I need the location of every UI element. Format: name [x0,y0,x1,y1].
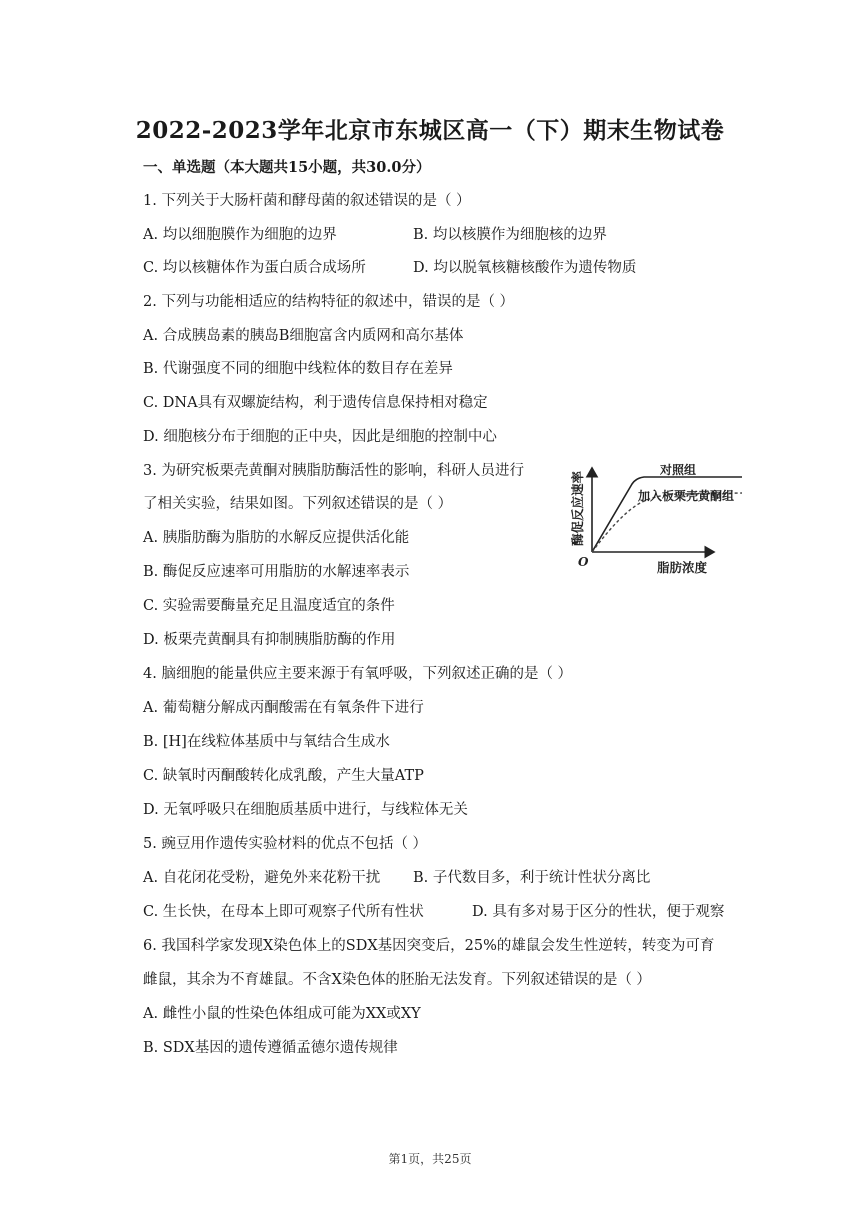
enzyme-rate-figure [562,462,762,578]
question-2-option-a: A. 合成胰岛素的胰岛B细胞富含内质网和高尔基体 [143,328,464,344]
question-2-option-d: D. 细胞核分布于细胞的正中央，因此是细胞的控制中心 [143,429,497,445]
question-1-option-d: D. 均以脱氧核糖核酸作为遗传物质 [413,260,637,276]
question-5-option-b: B. 子代数目多，利于统计性状分离比 [413,870,651,886]
question-2-option-c: C. DNA具有双螺旋结构，利于遗传信息保持相对稳定 [143,395,488,411]
section-heading: 一、单选题（本大题共15小题，共30.0分） [143,159,431,176]
x-axis-label: 脂肪浓度 [657,560,708,575]
treated-series-label: 加入板栗壳黄酮组 [638,489,735,503]
control-series-label: 对照组 [660,463,697,477]
question-3-option-c: C. 实验需要酶量充足且温度适宜的条件 [143,598,395,614]
page-footer: 第1页，共25页 [388,1152,472,1166]
origin-label: O [578,555,589,569]
question-4-option-d: D. 无氧呼吸只在细胞质基质中进行，与线粒体无关 [143,802,468,818]
y-axis-label: 酶促反应速率 [570,470,585,546]
question-4-stem: 4. 脑细胞的能量供应主要来源于有氧呼吸，下列叙述正确的是（ ） [143,666,573,682]
page-title: 2022-2023学年北京市东城区高一（下）期末生物试卷 [135,117,725,144]
question-1-stem: 1. 下列关于大肠杆菌和酵母菌的叙述错误的是（ ） [143,193,471,209]
question-5-option-a: A. 自花闭花受粉，避免外来花粉干扰 [143,870,381,886]
question-3-option-a: A. 胰脂肪酶为脂肪的水解反应提供活化能 [143,530,410,546]
question-6-option-b: B. SDX基因的遗传遵循孟德尔遗传规律 [143,1040,398,1056]
question-4-option-a: A. 葡萄糖分解成丙酮酸需在有氧条件下进行 [143,700,424,716]
question-3-option-d: D. 板栗壳黄酮具有抑制胰脂肪酶的作用 [143,632,396,648]
question-2-option-b: B. 代谢强度不同的细胞中线粒体的数目存在差异 [143,361,453,377]
question-5-stem: 5. 豌豆用作遗传实验材料的优点不包括（ ） [143,836,428,852]
question-4-option-b: B. [H]在线粒体基质中与氧结合生成水 [143,734,390,750]
question-1-option-a: A. 均以细胞膜作为细胞的边界 [143,227,337,243]
question-6-stem-line2: 雌鼠，其余为不育雄鼠。不含X染色体的胚胎无法发育。下列叙述错误的是（ ） [143,972,651,988]
question-6-stem-line1: 6. 我国科学家发现X染色体上的SDX基因突变后，25%的雄鼠会发生性逆转，转变为可育 [143,938,715,954]
question-4-option-c: C. 缺氧时丙酮酸转化成乳酸，产生大量ATP [143,768,424,784]
question-1-option-c: C. 均以核糖体作为蛋白质合成场所 [143,260,366,276]
question-5-option-c: C. 生长快，在母本上即可观察子代所有性状 [143,904,424,920]
question-3-option-b: B. 酶促反应速率可用脂肪的水解速率表示 [143,564,410,580]
question-2-stem: 2. 下列与功能相适应的结构特征的叙述中，错误的是（ ） [143,294,515,310]
question-3-stem-line1: 3. 为研究板栗壳黄酮对胰脂肪酶活性的影响，科研人员进行 [143,463,524,479]
question-1-option-b: B. 均以核膜作为细胞核的边界 [413,227,607,243]
question-6-option-a: A. 雌性小鼠的性染色体组成可能为XX或XY [143,1006,421,1022]
question-3-stem-line2: 了相关实验，结果如图。下列叙述错误的是（ ） [143,496,453,512]
question-5-option-d: D. 具有多对易于区分的性状，便于观察 [472,904,725,920]
